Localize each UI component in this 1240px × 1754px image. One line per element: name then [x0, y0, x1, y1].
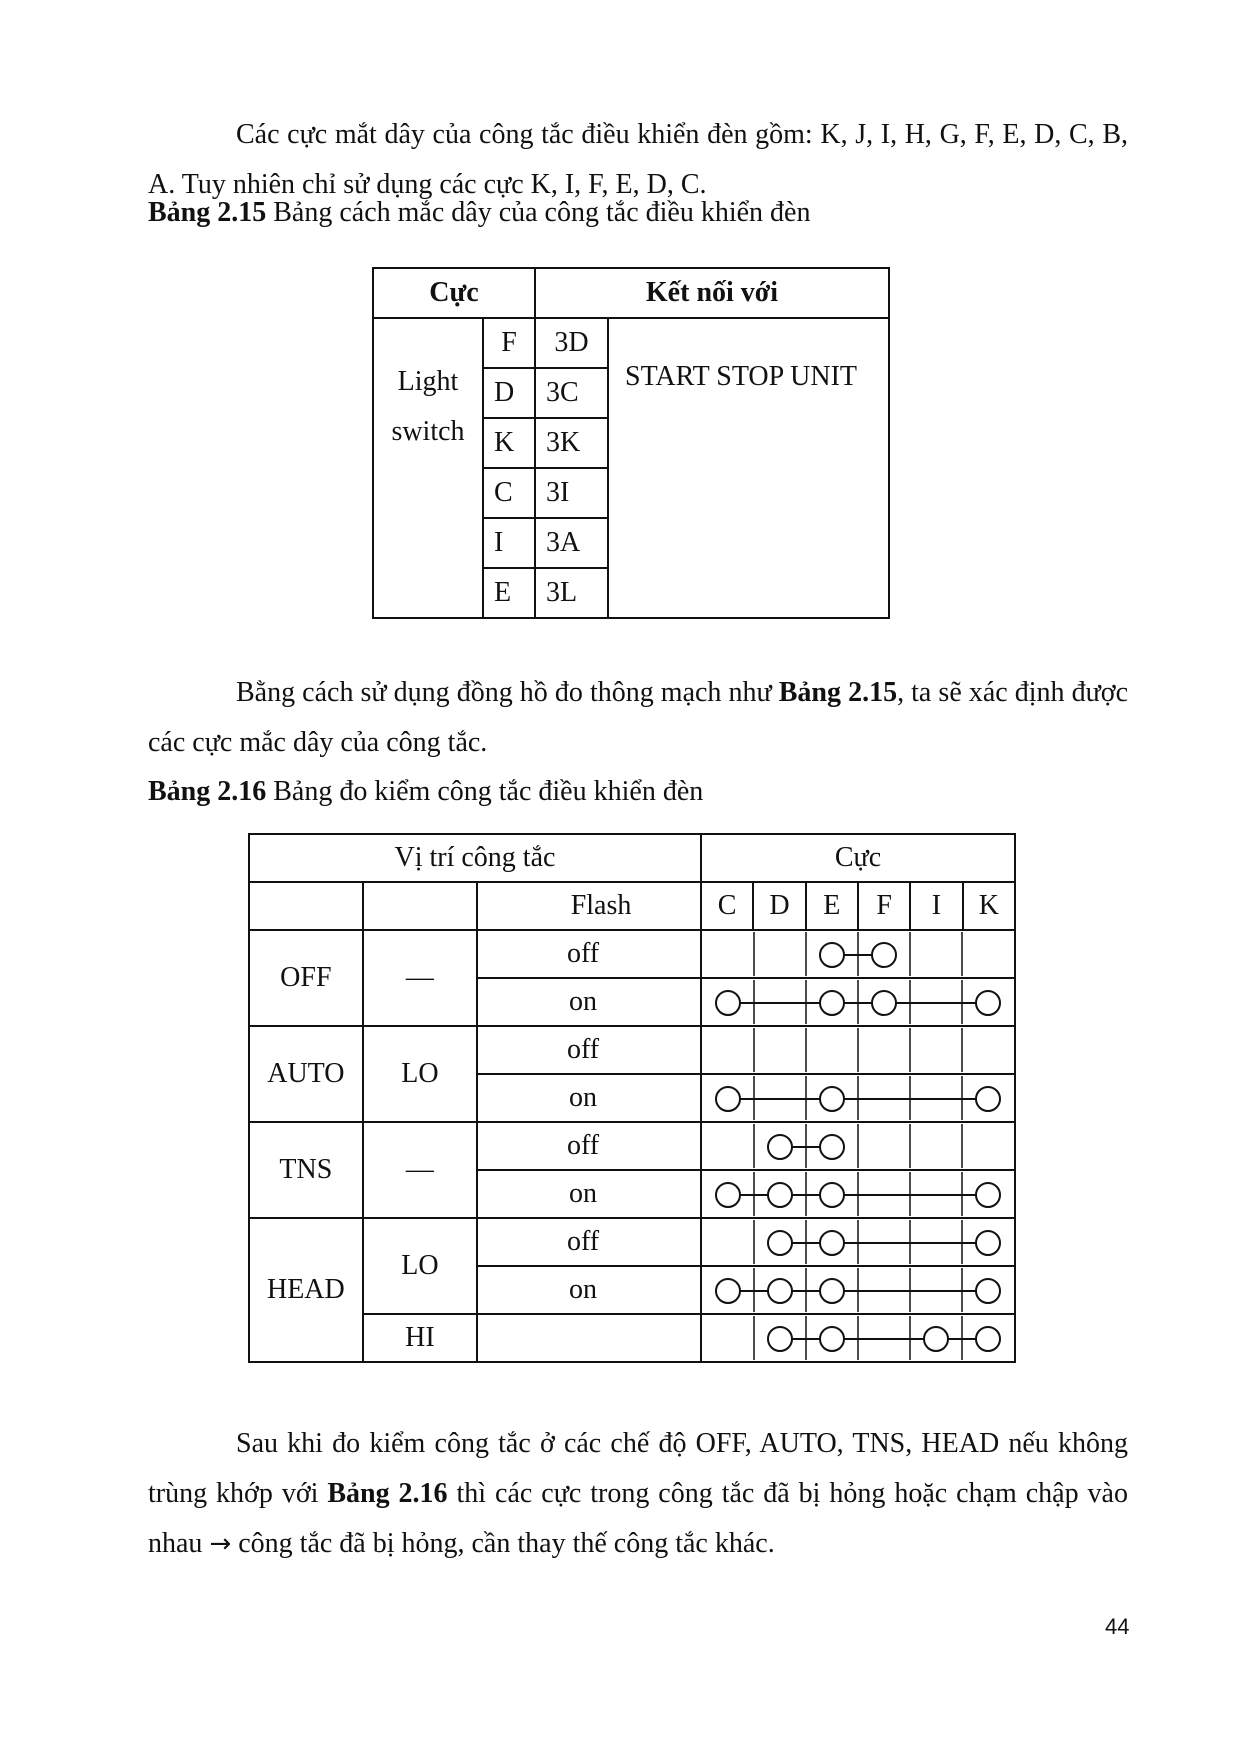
connection-diagram — [702, 932, 1014, 976]
conn-cell: 3L — [535, 568, 608, 618]
terminal-circle-f — [872, 943, 896, 967]
blank-header-cell — [249, 882, 363, 930]
pole-cell: I — [483, 518, 535, 568]
intro-paragraph: Các cực mắt dây của công tắc điều khiển đèn gồm: K, J, I, H, G, F, E, D, C, B, A. Tuy nhiên chỉ sử dụng các cực K, I, F, E, D, C. — [148, 119, 1128, 200]
terminal-circle-e — [820, 1087, 844, 1111]
pole-header: K — [963, 882, 1015, 930]
flash-state: on — [477, 1074, 701, 1122]
pole-cell: E — [483, 568, 535, 618]
pole-header: F — [858, 882, 910, 930]
conclusion-text-1: Sau khi đo kiểm công tắc ở các chế độ OFF, AUTO, TNS, HEAD nếu không trùng khớp với — [148, 1428, 1128, 1509]
terminal-circle-f — [872, 991, 896, 1015]
terminal-circle-d — [768, 1135, 792, 1159]
terminal-circle-c — [716, 1279, 740, 1303]
terminal-circle-e — [820, 991, 844, 1015]
mode-off-sub: — — [363, 930, 477, 1026]
conclusion-bold-ref: Bảng 2.16 — [327, 1478, 448, 1509]
middle-text-before: Bằng cách sử dụng đồng hồ đo thông mạch như — [236, 677, 779, 708]
connection-diagram — [702, 1076, 1014, 1120]
light-switch-label-line1: Light — [397, 366, 459, 397]
flash-state: on — [477, 978, 701, 1026]
arrow-icon: → — [209, 1529, 232, 1559]
header-poles: Cực — [701, 834, 1015, 882]
conn-cell: 3I — [535, 468, 608, 518]
terminal-circle-k — [976, 1231, 1000, 1255]
conclusion-text-3: công tắc đã bị hỏng, cần thay thế công tắc khác. — [231, 1528, 775, 1559]
connection-row — [701, 1266, 1015, 1314]
table-2-16 — [248, 833, 1016, 1363]
table-2-16-title: Bảng đo kiểm công tắc điều khiển đèn — [266, 776, 704, 807]
middle-text-after: , ta sẽ xác định được các cực mắc dây của công tắc. — [148, 677, 1129, 758]
pole-header: I — [910, 882, 962, 930]
header-connect: Kết nối với — [535, 268, 889, 318]
conn-cell: 3D — [535, 318, 608, 368]
pole-header: D — [753, 882, 805, 930]
middle-bold-ref: Bảng 2.15 — [778, 677, 898, 708]
flash-state: off — [477, 1218, 701, 1266]
pole-header: C — [701, 882, 753, 930]
terminal-circle-i — [924, 1327, 948, 1351]
conn-cell: 3K — [535, 418, 608, 468]
terminal-circle-k — [976, 991, 1000, 1015]
connection-row — [701, 1026, 1015, 1074]
flash-state: off — [477, 1026, 701, 1074]
pole-cell: D — [483, 368, 535, 418]
header-position: Vị trí công tắc — [249, 834, 701, 882]
mode-auto: AUTO — [249, 1026, 363, 1122]
terminal-circle-d — [768, 1327, 792, 1351]
pole-header: E — [806, 882, 858, 930]
connection-diagram — [702, 1028, 1014, 1072]
connection-diagram — [702, 1124, 1014, 1168]
pole-cell: F — [483, 318, 535, 368]
terminal-circle-e — [820, 1327, 844, 1351]
terminal-circle-e — [820, 1231, 844, 1255]
mode-auto-sub: LO — [363, 1026, 477, 1122]
table-2-15-title: Bảng cách mắc dây của công tắc điều khiển đèn — [266, 197, 811, 228]
pole-cell: K — [483, 418, 535, 468]
terminal-circle-k — [976, 1087, 1000, 1111]
connection-diagram — [702, 1220, 1014, 1264]
connection-row — [701, 978, 1015, 1026]
terminal-circle-c — [716, 1183, 740, 1207]
flash-state: off — [477, 930, 701, 978]
connection-row — [701, 1122, 1015, 1170]
terminal-circle-e — [820, 1135, 844, 1159]
mode-head-hi: HI — [363, 1314, 477, 1362]
terminal-circle-e — [820, 1279, 844, 1303]
terminal-circle-d — [768, 1231, 792, 1255]
page-number: 44 — [1105, 1614, 1130, 1639]
terminal-circle-k — [976, 1183, 1000, 1207]
conclusion-paragraph — [148, 1419, 1128, 1569]
flash-state: off — [477, 1122, 701, 1170]
table-2-15 — [372, 267, 890, 619]
light-switch-label — [373, 318, 483, 618]
flash-state-empty — [477, 1314, 701, 1362]
connection-diagram — [702, 1172, 1014, 1216]
light-switch-label-line2: switch — [391, 416, 465, 447]
connection-row — [701, 1074, 1015, 1122]
terminal-circle-e — [820, 943, 844, 967]
terminal-circle-k — [976, 1327, 1000, 1351]
pole-cell: C — [483, 468, 535, 518]
connection-row — [701, 1314, 1015, 1362]
terminal-circle-e — [820, 1183, 844, 1207]
table-2-15-caption — [148, 196, 810, 230]
mode-head: HEAD — [249, 1218, 363, 1362]
blank-header-cell — [363, 882, 477, 930]
terminal-circle-k — [976, 1279, 1000, 1303]
mode-tns-sub: — — [363, 1122, 477, 1218]
table-2-15-label: Bảng 2.15 — [148, 197, 267, 228]
terminal-circle-c — [716, 1087, 740, 1111]
header-pole: Cực — [373, 268, 535, 318]
connection-row — [701, 1170, 1015, 1218]
mode-tns: TNS — [249, 1122, 363, 1218]
terminal-circle-c — [716, 991, 740, 1015]
mode-off: OFF — [249, 930, 363, 1026]
conn-cell: 3A — [535, 518, 608, 568]
middle-paragraph — [148, 668, 1128, 768]
header-flash: Flash — [477, 882, 701, 930]
conclusion-text-2: thì các cực trong công tắc đã bị hỏng hoặc chạm chập vào nhau — [148, 1478, 1128, 1559]
terminal-circle-d — [768, 1279, 792, 1303]
connection-row — [701, 930, 1015, 978]
connection-diagram — [702, 980, 1014, 1024]
connection-diagram — [702, 1316, 1014, 1360]
mode-head-lo: LO — [363, 1218, 477, 1314]
connection-row — [701, 1218, 1015, 1266]
table-2-16-label: Bảng 2.16 — [148, 776, 267, 807]
start-stop-unit: START STOP UNIT — [608, 318, 889, 618]
conn-cell: 3C — [535, 368, 608, 418]
terminal-circle-d — [768, 1183, 792, 1207]
connection-diagram — [702, 1268, 1014, 1312]
table-2-16-caption — [148, 775, 703, 809]
flash-state: on — [477, 1170, 701, 1218]
flash-state: on — [477, 1266, 701, 1314]
